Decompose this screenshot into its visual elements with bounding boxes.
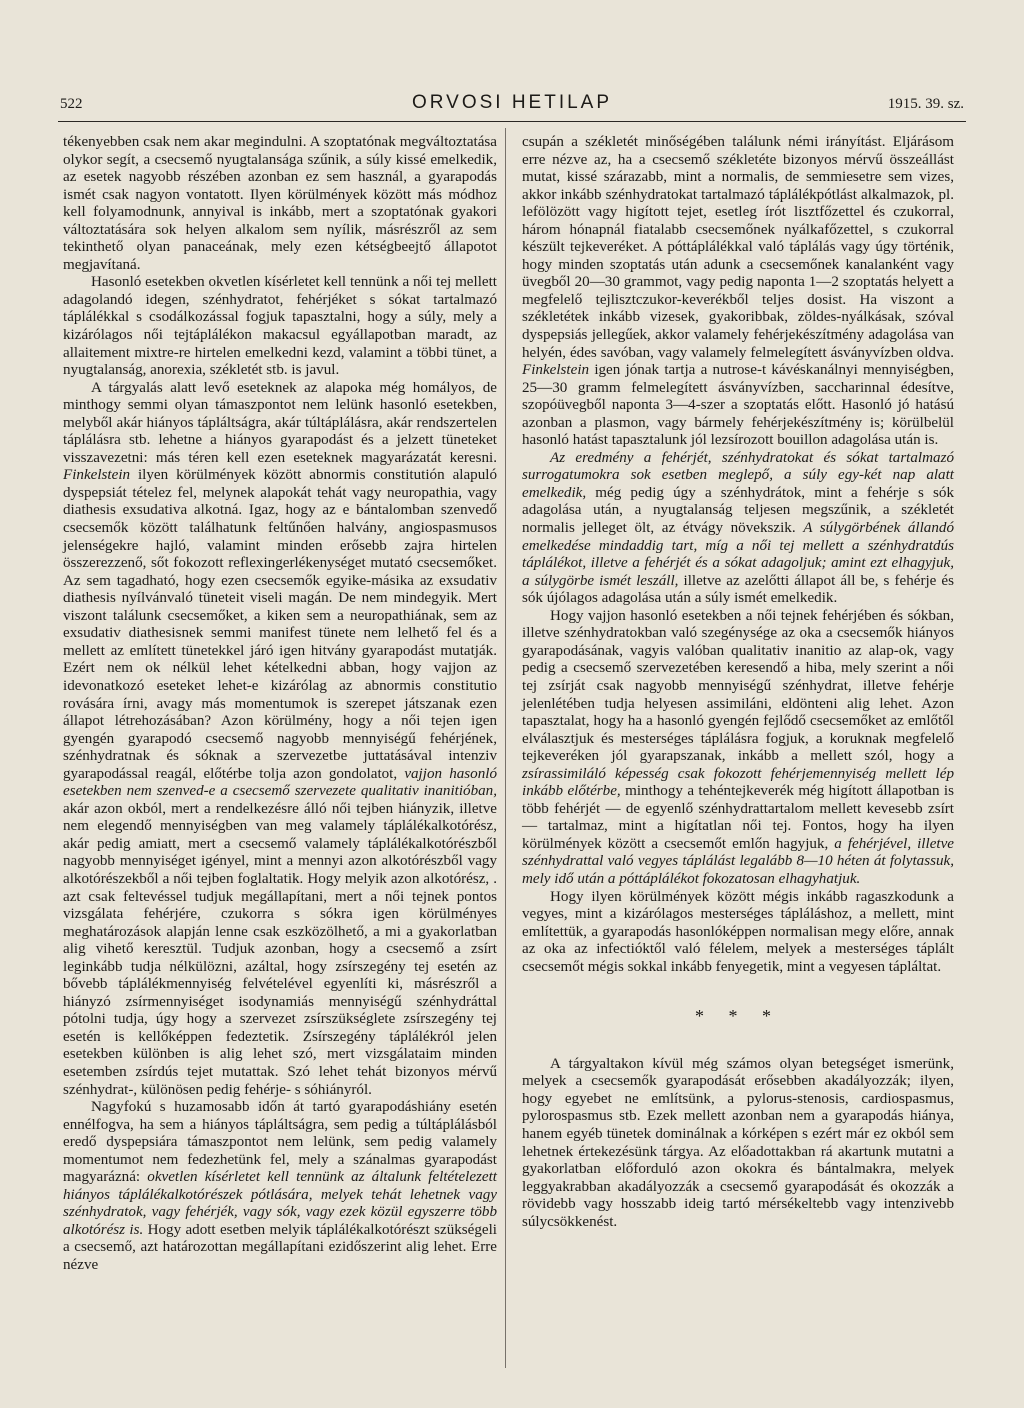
paragraph — [522, 608, 954, 889]
emphasis: A súlygörbének állandó emelkedése mindaddig tart, míg a női tej mellett a szénhydratdús táplálékot, illetve a fehérjét és a sókat adagoljuk; amint ezt elhagyjuk, a súlygörbe ismét leszáll, — [522, 520, 954, 589]
journal-title: ORVOSI HETILAP — [411, 92, 613, 113]
text-run: ilyen körülmények között abnormis constitutión alapuló dyspepsiát tételez fel, melynek alapokát tehát vagy neuropathia, vagy diathesis exsudativa alkotná. Igaz, hogy az e bántalomban szenvedő csecsemők között találhatunk feltűnően halvány, angiospasmusos jelenségekre hajló, valamint minden erősebb zajra hirtelen összerezzenő, sőt fokozott reflexingerlékenységet mutató csecsemőket. Az sem tagadható, hogy ezen csecsemők egyike-másika az exsudativ diathesis nyílvánvaló tüneteit viseli magán. De nem mindegyik. Mert viszont találunk csecsemőket, a kiken sem a neuropathiának, sem az exsudativ diathesisnek semmi manifest tünete nem lelhető fel és a mellett az említett tünetekkel járó igen hitvány gyarapodást mutatják. Ezért nem ok nélkül lehet kételkedni abban, hogy vajjon az idevonatkozó eseteket lehet-e kizárólag az abnormis constitutio rovására írni, avagy más momentumok is szerepet játszanak ezen állapot létrehozásában? Azon körülmény, hogy a női tejen igen gyengén gyarapodó csecsemő nagyobb mennyiségű fehérjének, szénhydratnak és sóknak a szervezetbe juttatásával intenziv gyarapodással reagál, előtérbe tolja azon gondolatot, — [63, 467, 497, 782]
emphasis: a fehérjével, illetve szénhydrattal való vegyes táplálást legalább 8—10 héten át folytassuk, mely idő után a póttáplálékot fokozatosan elhagyhatjuk. — [522, 835, 954, 887]
text-run: akár azon okból, mert a rendelkezésre álló női tejben hiányzik, illetve nem elegendő mennyiségben van meg valamely táplálékalkotórész, akár pedig amiatt, mert a csecsemő valamely táplálékalkotórészből nagyobb mennyiséget igényel, mint a mennyi azon alkotórészből vagy alkotórészekből a női tejben foglaltatik. Hogy melyik azon alkotórész, . azt csak feltevéssel tudjuk megállapítani, mert a női tejnek pontos vizsgálata fehérjére, czukorra s sókra igen körülményes meghatározások alapján lenne csak eszközölhető, a mi a gyakorlatban alig vihető keresztül. Tudjuk azonban, hogy a csecsemő a zsírt leginkább tudja nélkülözni, azáltal, hogy zsírszegény tej esetén az bővebb táplálékmennyiség felvételével egyenlíti ki, másrészről a hiányzó zsírmennyiséget isodynamiás mennyiségű szénhydráttal pótolni tudja, úgy hogy a szervezet zsírszükséglete zsírszegény tej esetén is kellőképpen fedeztetik. Zsírszegény táplálékról jelen esetekben különben is alig lehet szó, mert vizsgálataim minden esetemben zsírdús tejet mutattak. Szó lehet tehát bizonyos mérvű szénhydrat-, különösen pedig fehérje- s sóhiányról. — [63, 800, 497, 1098]
paragraph: Hasonló esetekben okvetlen kísérletet kell tennünk a női tej mellett adagolandó idegen, szénhydratot, fehérjéket s sókat tartalmazó táplálékkal s csodálkozással fogjuk tapasztalni, hogy a súly, mely a kizárólagos női tejtáplálékon makacsul egyállapotban maradt, az allaitement mixtre-re hirtelen emelkedni kezd, valamint a többi tünet, a nyugtalanság, anorexia, székletét stb. is javul. — [63, 274, 497, 379]
text-run: igen jónak tartja a nutrose-t kávéskanálnyi mennyiségben, 25—30 gramm felmelegített ásványvízben, saccharinnal édesítve, szopóüvegből naponta 3—4-szer a szoptatás előtt. Hasonló jó hatású azonban a plasmon, vagy bármely fehérjekészítmény is; körülbelül hasonló hatást tapasztalunk jól lezsírozott bouillon adagolása után is. — [522, 362, 954, 449]
emphasis: zsírassimiláló képesség csak fokozott fehérjemennyiség mellett lép inkább előtérbe, — [522, 765, 954, 800]
paragraph — [522, 134, 954, 450]
paragraph: A tárgyaltakon kívül még számos olyan betegséget ismerünk, melyek a csecsemők gyarapodását erősebben akadályozzák; ilyen, hogy egyebet ne említsünk, a pylorus-stenosis, cardiospasmus, pylorospasmus stb. Ezek mellett azonban nem a gyarapodás hiánya, hanem egyéb tünetek dominálnak a kórképen s ezért már ez okból sem lehetnek értekezésünk tárgya. Az előadottakban rá akartunk mutatni a gyakorlatban előforduló azon okokra és bántalmakra, melyek leggyakrabban akadályozzák a csecsemő gyarapodását és okozzák a rövidebb vagy hosszabb ideig tartó mérsékeltebb vagy intenzivebb súlycsökkenést. — [522, 1055, 954, 1230]
author-name: Finkelstein — [63, 467, 131, 484]
section-separator: * * * — [695, 1006, 781, 1027]
text-run: Hogy adott esetben melyik táplálékalkotórészt szükségeli a csecsemő, azt határozottan megállapítani ezidőszerint alig lehet. Erre nézve — [63, 1221, 498, 1273]
column-divider — [505, 128, 506, 1368]
text-run: még pedig úgy a szénhydrátok, mint a fehérje s sók adagolása után, a nyugtalanság teljesen megszűnik, a székletét normalis jelleget ölt, az étvágy növekszik. — [522, 484, 954, 537]
paragraph — [522, 450, 954, 608]
text-run: minthogy a tehéntejkeverék még higított állapotban is több fehérjét — de egyenlő szénhydrattartalom mellett kevesebb zsírt — tartalmaz, mint a higítatlan női tej. Fontos, hogy ha ilyen körülmények között a csecsemőt emlőn hagyjuk, — [522, 783, 954, 852]
right-column — [522, 134, 954, 1231]
emphasis: vajjon hasonló esetekben nem szenved-e a csecsemő szervezete qualitativ inanitióban, — [63, 765, 497, 800]
paragraph — [63, 380, 497, 1099]
issue-number: 1915. 39. sz. — [887, 96, 964, 112]
running-header — [60, 92, 964, 118]
text-run: Hogy vajjon hasonló esetekben a női tejnek fehérjében és sókban, illetve szénhydratokban való szegénysége az oka a csecsemők hiányos gyarapodásának, vagyis valóban qualitativ inanitio az alap-ok, vagy pedig a csecsemő szervezetében keresendő a hiba, mely szerint a női tej zsírját csak nagyobb mennyiségű szénhydrat, illetve fehérje jelenlétében tudja helyesen assimiláni, eldönteni alig lehet. Azon tapasztalat, hogy ha a hasonló gyengén fejlődő csecsemőket az emlőtől elválasztjuk és mesterséges táplálásra fogjuk, a koruknak megfelelő tejkeveréken jól gyarapszanak, inkább a mellett szól, hogy a — [522, 607, 954, 765]
header-rule — [58, 121, 966, 122]
text-run: illetve az azelőtti állapot áll be, s fehérje és sók újólagos adagolása után a súly ismét emelkedik. — [522, 572, 954, 607]
emphasis: okvetlen kísérletet kell tennünk az általunk feltételezett hiányos táplálékalkotórészek pótlására, melyek tehát lehetnek vagy szénhydratok, vagy fehérjék, vagy sók, vagy ezek közül egyszerre több alkotórész is. — [63, 1169, 498, 1238]
text-run: Nagyfokú s huzamosabb időn át tartó gyarapodáshiány esetén ennélfogva, ha sem a hiányos tápláltságra, sem pedig a túltáplálásból eredő dyspepsiára támaszpontot nem lelünk, sem pedig valamely momentumot nem fedezhetünk fel, mely a szánalmas gyarapodást magyarázná: — [63, 1099, 497, 1186]
text-run: csupán a székletét minőségében találunk némi irányítást. Eljárásom erre nézve az, ha a csecsemő székletéte bizonyos mérvű összeállást mutat, kissé szárazabb, mint a normalis, de semmiesetre sem vizes, akkor inkább szénhydratokat tartalmazó táplálékpótlást alkalmazok, pl. lefölözött vagy higított tejet, esetleg írót lisztfőzettel és czukorral, három hónapnál fiatalabb csecsemőnek nyálkafőzettel, s czukorral készült tejkeveréket. A póttáplálékkal való táplálás vagy úgy történik, hogy minden szoptatás után adunk a csecsemőnek kanalanként vagy üvegből 20—30 grammot, vagy pedig naponta 1—2 szoptatás helyett a megfelelő tejlisztczukor-keverékből teljes dosist. Ha viszont a székletétek inkább vizesek, gyakoribbak, zöldes-nyálkásak, szóval dyspepsiás jellegűek, akkor valamely fehérjekészítmény adagolása van helyén, édes savóban, vagy valamely felmelegített ásványvízben oldva. — [522, 134, 954, 361]
text-run: A tárgyalás alatt levő eseteknek az alapoka még homályos, de minthogy semmi olyan támaszpontot nem lelünk hasonló esetekben, melyből akár hiányos tápláltságra, akár túltáplálásra, akár rendszertelen táplálásra stb. lehetne a hiányos gyarapodást és a jelzett tüneteket visszavezetni: más téren kell ezen eseteknek magyarázatát keresni. — [63, 379, 497, 466]
emphasis: Az eredmény a fehérjét, szénhydratokat és sókat tartalmazó surrogatumokra sok esetben meglepő, a súly egy-két nap alatt emelkedik, — [522, 449, 954, 501]
paragraph: Hogy ilyen körülmények között mégis inkább ragaszkodunk a vegyes, mint a kizárólagos mesterséges tápláláshoz, a mellett, mint említettük, a gyarapodás hasonlóképpen normalisan megy előre, annak az oka az infectióktől való félelem, melyek a mesterséges táplált csecsemőt mégis sokkal inkább fenyegetik, mint a vegyesen tápláltat. — [522, 888, 954, 975]
paragraph: tékenyebben csak nem akar megindulni. A szoptatónak megváltoztatása olykor segít, a csecsemő nyugtalansága szűnik, a súly kissé emelkedik, az esetek nagyobb részében azonban ez sem használ, a gyarapodás ismét csak nagyon vontatott. Ilyen körülmények között más módhoz kell folyamodnunk, annyival is inkább, mert a szoptatónak gyakori változtatására sok helyen alkalom sem nyílik, másrészről az sem tekinthető olyan panaceának, mely ezen kétségbeejtő állapotot megjavítaná. — [63, 134, 497, 273]
page-number: 522 — [60, 96, 83, 112]
paragraph — [63, 1099, 497, 1274]
author-name: Finkelstein — [522, 362, 590, 379]
left-column — [63, 134, 497, 1275]
